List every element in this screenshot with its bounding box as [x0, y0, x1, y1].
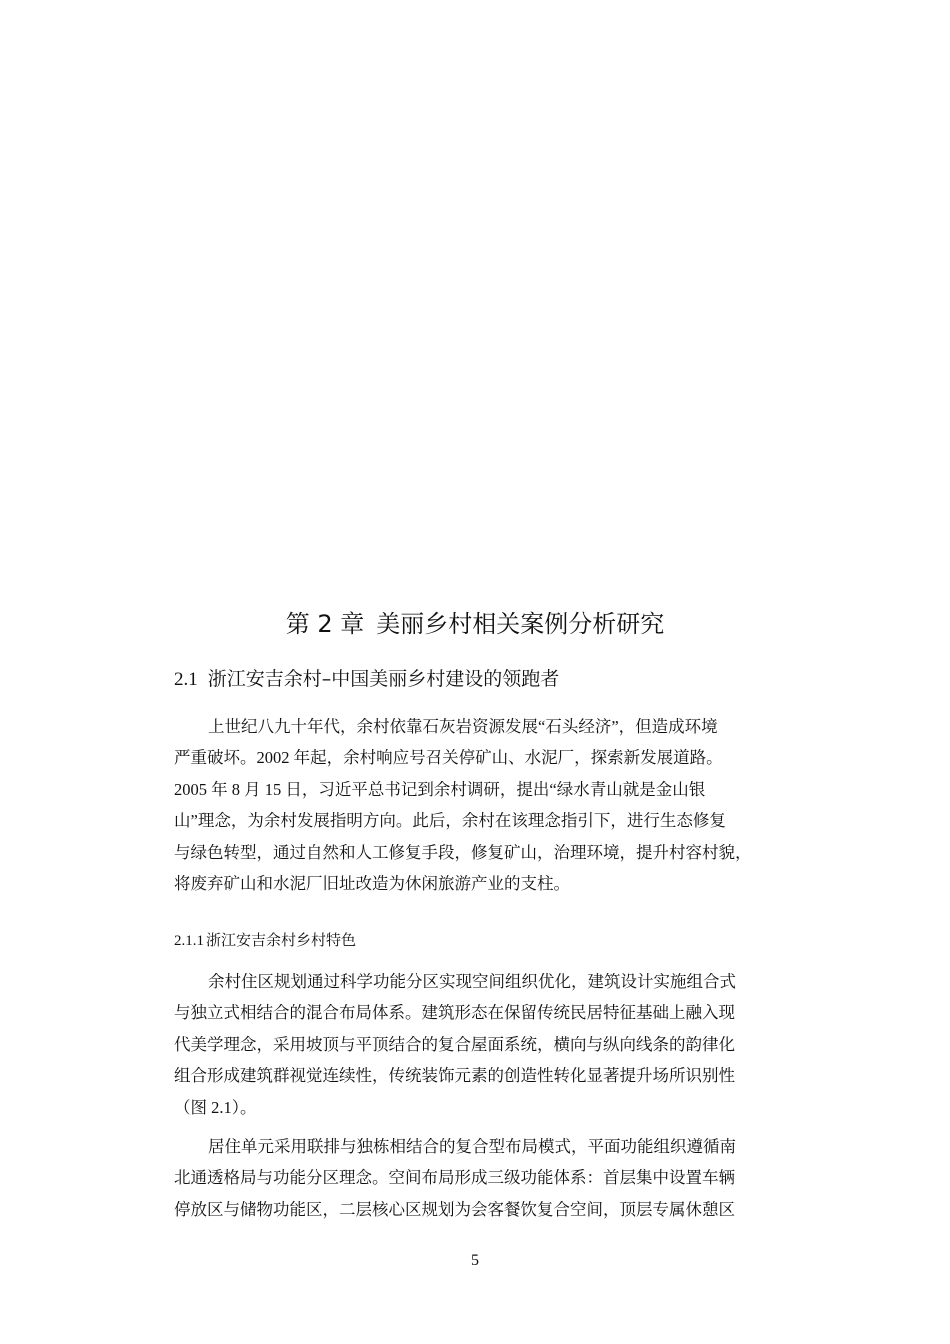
paragraph-line: 山”理念，为余村发展指明方向。此后，余村在该理念指引下，进行生态修复 — [174, 811, 726, 831]
section-title: 浙江安吉余村–中国美丽乡村建设的领跑者 — [207, 668, 560, 690]
paragraph-line: 上世纪八九十年代，余村依靠石灰岩资源发展“石头经济”，但造成环境 — [208, 717, 718, 736]
paragraph-line: 余村住区规划通过科学功能分区实现空间组织优化，建筑设计实施组合式 — [208, 972, 736, 991]
subsection-heading — [174, 927, 356, 954]
paragraph — [174, 966, 736, 1123]
paragraph-line: 与独立式相结合的混合布局体系。建筑形态在保留传统民居特征基础上融入现 — [174, 1003, 735, 1023]
paragraph-line: 严重破坏。2002 年起，余村响应号召关停矿山、水泥厂，探索新发展道路。 — [174, 748, 723, 768]
paragraph-line: 2005 年 8 月 15 日，习近平总书记到余村调研，提出“绿水青山就是金山银 — [174, 779, 706, 799]
section-number: 2.1 — [174, 669, 198, 690]
paragraph-line: 将废弃矿山和水泥厂旧址改造为休闲旅游产业的支柱。 — [174, 873, 570, 893]
section-heading — [174, 663, 559, 696]
paragraph-line: 组合形成建筑群视觉连续性，传统装饰元素的创造性转化显著提升场所识别性 — [174, 1066, 735, 1086]
chapter-title — [0, 607, 950, 641]
paragraph-line: （图 2.1）。 — [174, 1097, 257, 1117]
chapter-number: 第 2 章 — [285, 610, 365, 638]
subsection-title: 浙江安吉余村乡村特色 — [206, 931, 357, 949]
paragraph-line: 与绿色转型，通过自然和人工修复手段，修复矿山，治理环境，提升村容村貌， — [174, 842, 752, 862]
paragraph — [174, 711, 752, 899]
page-number: 5 — [471, 1252, 479, 1269]
paragraph-line: 代美学理念，采用坡顶与平顶结合的复合屋面系统，横向与纵向线条的韵律化 — [174, 1034, 735, 1054]
paragraph-line: 居住单元采用联排与独栋相结合的复合型布局模式，平面功能组织遵循南 — [208, 1137, 736, 1156]
paragraph-line: 停放区与储物功能区，二层核心区规划为会客餐饮复合空间，顶层专属休憩区 — [174, 1199, 735, 1219]
paragraph-line: 北通透格局与功能分区理念。空间布局形成三级功能体系：首层集中设置车辆 — [174, 1168, 735, 1188]
chapter-title-text: 美丽乡村相关案例分析研究 — [376, 610, 665, 638]
subsection-number: 2.1.1 — [174, 933, 204, 949]
paragraph — [174, 1131, 736, 1225]
